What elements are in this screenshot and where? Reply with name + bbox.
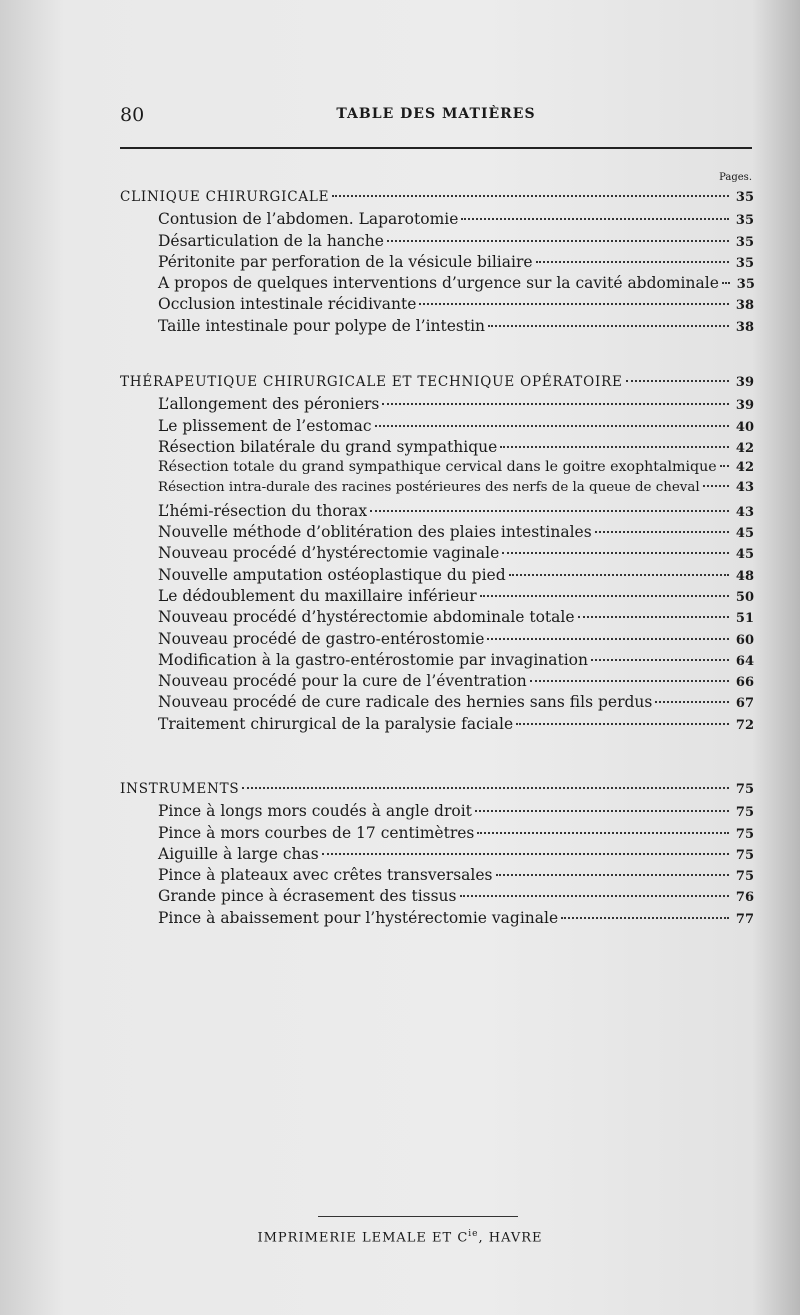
toc-entry: [120, 232, 754, 253]
pages-column-label: Pages.: [719, 172, 752, 183]
entry-page: 67: [735, 696, 754, 712]
entry-page: 45: [735, 526, 754, 542]
toc-entry: [120, 630, 754, 651]
dot-leader: [500, 446, 729, 448]
toc-entry: [120, 672, 754, 693]
entry-page: 42: [735, 440, 754, 456]
entry-title: Pince à plateaux avec crêtes transversales: [158, 866, 493, 885]
entry-page: 35: [735, 234, 754, 250]
entry-page: 50: [735, 589, 754, 605]
dot-leader: [475, 810, 729, 812]
entry-page: 40: [735, 419, 754, 435]
dot-leader: [530, 680, 729, 682]
entry-title: Pince à abaissement pour l’hystérectomie vaginale: [158, 908, 559, 927]
toc-entry: [120, 566, 754, 587]
entry-title: Nouveau procédé d’hystérectomie vaginale: [158, 544, 500, 563]
entry-title: Nouveau procédé de gastro-entérostomie: [158, 629, 485, 648]
toc-entry: [120, 866, 754, 887]
entry-title: Le dédoublement du maxillaire inférieur: [158, 586, 477, 605]
entry-title: Nouveau procédé pour la cure de l’éventration: [158, 672, 527, 691]
dot-leader: [370, 510, 729, 512]
page-number: 80: [120, 104, 145, 126]
section-heading: [120, 781, 754, 802]
toc-entry: [120, 587, 754, 608]
entry-title: Occlusion intestinale récidivante: [158, 295, 417, 314]
entry-title: L’allongement des péroniers: [158, 395, 380, 414]
entry-page: 76: [735, 890, 754, 906]
toc-section-therapeutique: [120, 374, 754, 736]
dot-leader: [460, 895, 730, 897]
dot-leader: [375, 425, 729, 427]
entry-title: Péritonite par perforation de la vésicule biliaire: [158, 252, 533, 271]
entry-page: 48: [735, 568, 754, 584]
section-page: 35: [735, 190, 754, 205]
toc-entry: [120, 480, 754, 501]
section-title: THÉRAPEUTIQUE CHIRURGICALE ET TECHNIQUE OPÉRATOIRE: [120, 374, 623, 390]
entry-title: Résection bilatérale du grand sympathique: [158, 437, 498, 456]
entry-page: 75: [735, 826, 754, 842]
entry-title: Résection intra-durale des racines postérieures des nerfs de la queue de cheval: [158, 480, 700, 496]
entry-title: Contusion de l’abdomen. Laparotomie: [158, 210, 459, 229]
entry-title: Nouveau procédé de cure radicale des hernies sans fils perdus: [158, 693, 653, 712]
toc-entry: [120, 274, 754, 295]
dot-leader: [487, 638, 729, 640]
dot-leader: [722, 282, 730, 284]
header-rule: [120, 147, 752, 149]
dot-leader: [332, 195, 729, 197]
toc-entry: [120, 523, 754, 544]
dot-leader: [387, 240, 729, 242]
page-header: [120, 100, 752, 130]
toc-entry: [120, 887, 754, 908]
entry-page: 45: [735, 547, 754, 563]
toc-entry: [120, 845, 754, 866]
dot-leader: [561, 917, 729, 919]
section-heading: [120, 374, 754, 395]
dot-leader: [242, 787, 729, 789]
toc-section-clinique: [120, 189, 754, 338]
imprint-text: IMPRIMERIE LEMALE ET C: [257, 1230, 469, 1246]
dot-leader: [720, 465, 729, 467]
imprint-city: , HAVRE: [478, 1230, 543, 1246]
entry-page: 64: [735, 653, 754, 669]
entry-page: 42: [735, 460, 754, 476]
toc-entry: [120, 459, 754, 480]
entry-title: Nouvelle amputation ostéoplastique du pied: [158, 565, 506, 584]
entry-title: Traitement chirurgical de la paralysie faciale: [158, 714, 514, 733]
toc-entry: [120, 417, 754, 438]
entry-title: Pince à mors courbes de 17 centimètres: [158, 823, 475, 842]
toc-entry: [120, 824, 754, 845]
dot-leader: [502, 552, 729, 554]
entry-title: Nouveau procédé d’hystérectomie abdominale totale: [158, 608, 575, 627]
running-title: TABLE DES MATIÈRES: [336, 106, 536, 122]
entry-page: 35: [735, 255, 754, 271]
entry-page: 72: [735, 717, 754, 733]
section-page: 75: [735, 782, 754, 797]
entry-title: Désarticulation de la hanche: [158, 231, 384, 250]
dot-leader: [477, 832, 729, 834]
entry-page: 39: [735, 398, 754, 414]
dot-leader: [480, 595, 729, 597]
entry-title: Modification à la gastro-entérostomie par invagination: [158, 650, 588, 669]
dot-leader: [655, 701, 729, 703]
toc-entry: [120, 502, 754, 523]
entry-page: 38: [735, 298, 754, 314]
entry-title: Nouvelle méthode d’oblitération des plaies intestinales: [158, 523, 592, 542]
entry-title: Aiguille à large chas: [158, 844, 319, 863]
entry-page: 35: [735, 213, 754, 229]
dot-leader: [461, 218, 729, 220]
entry-title: Grande pince à écrasement des tissus: [158, 887, 457, 906]
toc-entry: [120, 544, 754, 565]
entry-page: 60: [735, 632, 754, 648]
entry-page: 75: [735, 847, 754, 863]
entry-page: 51: [735, 611, 754, 627]
dot-leader: [509, 574, 729, 576]
toc-entry: [120, 395, 754, 416]
toc-entry: [120, 802, 754, 823]
entry-page: 35: [736, 277, 755, 293]
imprint-superscript: ie: [468, 1229, 479, 1239]
toc-section-instruments: [120, 781, 754, 930]
toc-entry: [120, 210, 754, 231]
entry-page: 75: [735, 805, 754, 821]
dot-leader: [595, 531, 729, 533]
toc-entry: [120, 608, 754, 629]
toc-entry: [120, 438, 754, 459]
entry-title: Résection totale du grand sympathique cervical dans le goitre exophtalmique: [158, 459, 717, 476]
entry-title: L’hémi-résection du thorax: [158, 501, 368, 520]
section-heading: [120, 189, 754, 210]
toc-entry: [120, 253, 754, 274]
toc-entry: [120, 715, 754, 736]
dot-leader: [516, 723, 729, 725]
entry-page: 43: [735, 480, 754, 496]
dot-leader: [322, 853, 729, 855]
dot-leader: [626, 380, 729, 382]
entry-page: 43: [735, 504, 754, 520]
entry-page: 77: [735, 911, 754, 927]
dot-leader: [419, 303, 729, 305]
dot-leader: [382, 403, 729, 405]
toc-entry: [120, 693, 754, 714]
entry-page: 66: [735, 675, 754, 691]
footer-rule: [318, 1216, 518, 1217]
dot-leader: [578, 616, 729, 618]
entry-title: A propos de quelques interventions d’urgence sur la cavité abdominale: [158, 274, 719, 293]
dot-leader: [536, 261, 729, 263]
dot-leader: [591, 659, 729, 661]
entry-page: 38: [735, 319, 754, 335]
toc-entry: [120, 317, 754, 338]
section-title: CLINIQUE CHIRURGICALE: [120, 189, 330, 205]
dot-leader: [703, 485, 729, 487]
toc-entry: [120, 909, 754, 930]
entry-page: 75: [735, 869, 754, 885]
entry-title: Le plissement de l’estomac: [158, 416, 372, 435]
toc-entry: [120, 295, 754, 316]
section-title: INSTRUMENTS: [120, 781, 240, 797]
dot-leader: [496, 874, 730, 876]
dot-leader: [488, 325, 729, 327]
entry-title: Pince à longs mors coudés à angle droit: [158, 802, 472, 821]
printer-imprint: [0, 1229, 800, 1245]
section-page: 39: [735, 375, 754, 390]
entry-title: Taille intestinale pour polype de l’intestin: [158, 316, 486, 335]
toc-entry: [120, 651, 754, 672]
